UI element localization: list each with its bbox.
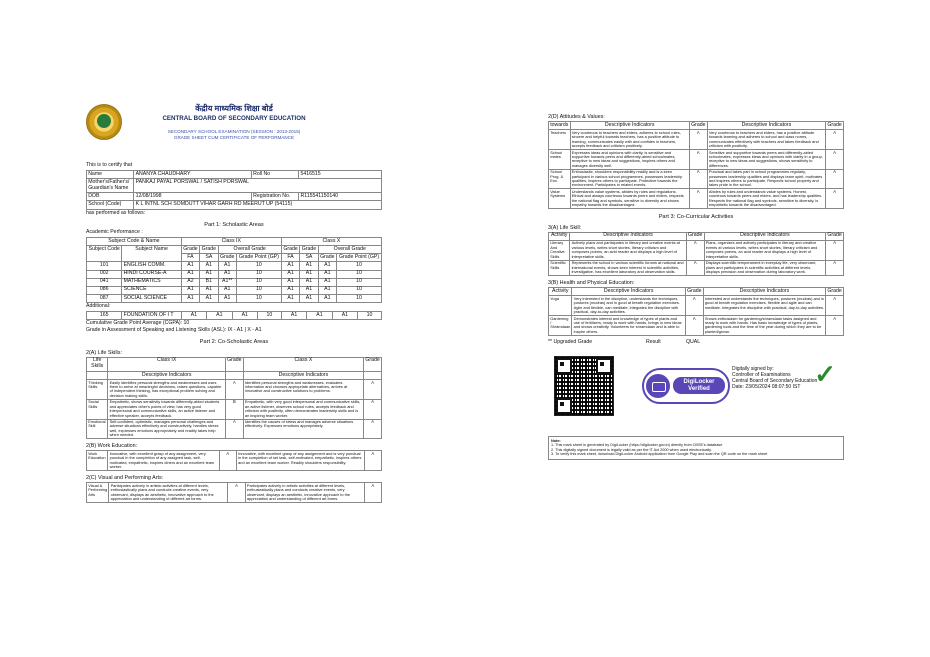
cell-gp10: 10: [337, 270, 382, 278]
grade-class10: A: [364, 419, 382, 439]
cell-fa10: A1: [281, 312, 306, 320]
grade-class9: A: [685, 296, 703, 316]
row-label: Work Education: [87, 451, 108, 471]
sig-line-2: Controller of Examinations: [732, 371, 791, 378]
th-act-d10: Descriptive Indicators: [704, 232, 826, 240]
cell-g9: A1: [218, 295, 236, 303]
desc-class9: Understands value systems, abides by rules and regulations. Ethical and always courteous towards peers and elders, respects the national flag and symbols, sensitive to diversity and shows empathy towards the disadvantaged.: [570, 189, 689, 209]
cell-fa9: A1: [181, 262, 199, 270]
part1-title: Part 1: Scholastic Areas: [204, 221, 264, 228]
part2-title: Part 2: Co-Scholastic Areas: [199, 339, 269, 346]
row-label: Literary And Creative Skills: [549, 240, 570, 260]
verification-block: [548, 356, 844, 436]
table-row: [549, 296, 844, 316]
cell-code: 086: [87, 286, 122, 294]
note-2: 2. This digitally signed document is legally valid as per the IT Act 2000 when used electronically.: [551, 447, 712, 452]
desc-class9: Expresses ideas and opinions with clarity, is sensitive and supportive towards peers and differently-abled schoolmates, receptive to new ideas and suggestions, inspires others and manages diversity well.: [570, 150, 689, 170]
cell-gp10: 10: [337, 262, 382, 270]
note-3: 3. To verify this mark sheet, download DigiLocker Android application from Google Play and scan the QR code on the mark sheet: [551, 452, 768, 457]
desc-class10: Interested and understands the techniques, postures (mudras) and is good at breath regulation exercises, flexible and agile and can meditate. Integrates the discipline with practical, day-to-day activities.: [703, 296, 826, 316]
certify-text: This is to certify that: [86, 162, 133, 168]
desc-class10: Shows enthusiasm for gardening/shramdaan tasks assigned and ready to work with hands. Has basic knowledge of types of plants, gardening tools and the time of the year during which they are to be planted/grown.: [703, 315, 826, 335]
cell-name: MATHEMATICS: [122, 278, 181, 286]
cell-g9: A1: [218, 270, 236, 278]
th-act-g10: Grade: [826, 232, 844, 240]
grade-class9: A: [686, 260, 704, 275]
th-class9: Class IX: [181, 237, 281, 245]
row-label: Social Skills: [87, 399, 108, 419]
activity-table: [548, 232, 844, 276]
grade-class9: A: [689, 150, 707, 170]
row-label: School mates: [549, 150, 571, 170]
grade-class9: A: [689, 169, 707, 189]
th-ls-g10: Grade: [364, 357, 382, 371]
cell-fa9: A1: [181, 295, 199, 303]
row-label: Teachers: [549, 130, 571, 150]
check-mark-icon: ✓: [814, 358, 836, 389]
table-row: [87, 295, 382, 303]
grade-class10: A: [826, 296, 844, 316]
grade-class10: A: [826, 130, 844, 150]
table-row: [87, 380, 382, 400]
th-subject: Subject Code & Name: [87, 237, 182, 245]
cell-sa9: A1: [200, 262, 218, 270]
school-label: School (Code): [87, 201, 134, 209]
desc-class10: Innovative, with excellent grasp of any assignment and is very punctual in the completion of set task, self-motivated, empathetic, inspires others and an excellent team worker. Readily shoulders responsibility.: [236, 451, 364, 471]
cell-fa9: A1: [181, 286, 199, 294]
cell-fa9: A1: [181, 270, 199, 278]
life-skills-table: [86, 357, 382, 439]
result-label: Result: [646, 338, 661, 345]
cell-g10: A1: [318, 286, 336, 294]
health-table: [548, 287, 844, 336]
cell-code: 087: [87, 295, 122, 303]
th-ls-d10: Descriptive Indicators: [243, 371, 363, 379]
grade-class10: A: [364, 483, 381, 503]
desc-class10: Sensitive and supportive towards peers and differently-abled schoolmates, expresses ideas and opinions with clarity in a group, receptive to new ideas and suggestions, shows sensitivity to differences.: [707, 150, 826, 170]
row-label: Thinking Skills: [87, 380, 108, 400]
th-ls-g9: Grade: [225, 357, 243, 371]
cell-fa9: A1: [181, 312, 206, 320]
table-row: [87, 451, 382, 471]
cell-g10: A1: [318, 262, 336, 270]
cell-g9: A1: [218, 286, 236, 294]
desc-class9: Demonstrates interest and knowledge of types of plants and use of fertilizers, ready to work with hands, brings in new ideas and shows creativity. Volunteers for shramdaan and is able to inspire others.: [572, 315, 685, 335]
board-hindi-name: केंद्रीय माध्यमिक शिक्षा बोर्ड: [195, 104, 273, 113]
desc-class9: Innovative, with excellent grasp of any assignment, very punctual in the completion of any assigned task, self-motivated, empathetic, inspires others and an excellent team worker.: [108, 451, 219, 471]
desc-class10: Punctual and takes part in school programmes regularly, possesses leadership qualities and displays team spirit, motivates and inspires others to participate. Respects school property and takes pride in the school.: [707, 169, 826, 189]
dob-value: 12/08/1998: [134, 193, 252, 201]
table-row: [549, 240, 844, 260]
performed-text: has performed as follows:: [86, 209, 146, 216]
cell-sa10: A1: [300, 286, 318, 294]
table-row: [87, 419, 382, 439]
th-grade-fa10: Grade: [281, 246, 299, 254]
th-h-d9: Descriptive Indicators: [572, 288, 685, 296]
reg-number: R115541150140: [299, 193, 382, 201]
th-act-g9: Grade: [686, 232, 704, 240]
sheet-title: GRADE SHEET CUM CERTIFICATE OF PERFORMANCE: [173, 134, 295, 140]
cell-sa9: B1: [200, 278, 218, 286]
cell-name: SCIENCE: [122, 286, 181, 294]
parents-name: PANKAJ PAYAL PORSWAL / SATISH PORSWAL: [134, 179, 382, 193]
note-title: Note:: [551, 438, 561, 443]
th-g10: Grade: [318, 254, 336, 262]
th-name: Subject Name: [122, 246, 181, 262]
cell-fa10: A1: [281, 270, 299, 278]
student-name: ANANYA CHAUDHARY: [134, 170, 252, 178]
grade-class10: A: [364, 399, 382, 419]
desc-class10: Abides by rules and understands value systems. Honest, courteous towards peers and elders, and has leadership qualities. Respects the national flag and symbols, sensitive to diversity, is empathetic towards the disadvantaged.: [707, 189, 826, 209]
cell-gp9: 10: [236, 278, 281, 286]
desc-class9: Easily identifies personal strengths and weaknesses and uses them to arrive at meaningful decisions, raises questions, capable of independent thinking, has exceptional problem solving and decision making skills.: [108, 380, 226, 400]
cell-sa9: A1: [207, 312, 232, 320]
right-page: [548, 114, 844, 460]
grade-class10: A: [826, 150, 844, 170]
desc-class9: Enthusiastic, shoulders responsibility readily and is a keen participant in various school programmes, possesses leadership qualities, inspires others to participate. Protective towards the environment. Participates in related events.: [570, 169, 689, 189]
cell-code: 165: [87, 312, 122, 320]
th-att-g10: Grade: [826, 122, 844, 130]
academic-label: Academic Performance :: [86, 228, 143, 235]
cell-g10: A1: [318, 295, 336, 303]
grade-class10: A: [826, 189, 844, 209]
table-row: [87, 270, 382, 278]
qr-code-icon: [554, 356, 614, 416]
th-overall10: Overall Grade: [318, 246, 381, 254]
note-box: [548, 436, 844, 460]
cell-name: ENGLISH COMM.: [122, 262, 181, 270]
grade-class10: A: [826, 240, 844, 260]
cell-gp9: 10: [236, 286, 281, 294]
grade-class9: A: [689, 130, 707, 150]
roll-label: Roll No: [251, 170, 298, 178]
cell-gp9: 10: [236, 270, 281, 278]
cell-sa10: A1: [307, 312, 332, 320]
th-fa10: FA: [281, 254, 299, 262]
row-label: Yoga: [549, 296, 572, 316]
cell-name: FOUNDATION OF I T: [122, 312, 181, 320]
row-label: Gardening / Shramdaan: [549, 315, 572, 335]
desc-class10: Very courteous to teachers and elders, has a positive attitude towards learning and adheres to school and class norms, communicates effectively with teachers and takes feedback and criticism with positivity.: [707, 130, 826, 150]
additional-table: [86, 311, 382, 320]
grade-class9: A: [219, 451, 236, 471]
cell-g10: A1: [318, 270, 336, 278]
cell-g9: A1: [232, 312, 257, 320]
life-skills-title: 2(A) Life Skills:: [86, 349, 122, 356]
table-row: [549, 260, 844, 275]
grade-class9: A: [685, 315, 703, 335]
sig-line-1: Digitally signed by:: [732, 365, 774, 372]
digilocker-badge: [642, 368, 730, 404]
row-label: Value Systems: [549, 189, 571, 209]
th-ls-d9: Descriptive Indicators: [108, 371, 226, 379]
row-label: School Prog. & Env.: [549, 169, 571, 189]
th-life: Life Skills: [87, 357, 108, 371]
vpa-title: 2(C) Visual and Performing Arts:: [86, 475, 164, 482]
cell-g9: A1: [218, 262, 236, 270]
roll-number: 5416515: [299, 170, 382, 178]
desc-class9: Represents the school in various scientific forums at national and international events, shows keen interest in scientific activities, investigative, has excellent laboratory and observation skills.: [570, 260, 686, 275]
table-row: [87, 483, 382, 503]
th-gp10: Grade Point (GP): [337, 254, 382, 262]
sig-line-4: Date: 23/05/2024 08:07:50 IST: [732, 384, 801, 391]
exam-title: SECONDARY SCHOOL EXAMINATION (SESSION : 2013-2015): [167, 129, 301, 135]
cell-name: SOCIAL SCIENCE: [122, 295, 181, 303]
th-towards: towards: [549, 122, 571, 130]
grade-class9: B: [225, 399, 243, 419]
th-h-activity: Activity: [549, 288, 572, 296]
table-row: [87, 286, 382, 294]
grade-class9: A: [689, 189, 707, 209]
header: [86, 104, 382, 162]
desc-class10: Participates actively in artistic activities at different levels, enthusiastically plans and conducts creative events, very observant, displays an aesthetic, innovative approach to the appreciation and understanding of different art forms.: [245, 483, 364, 503]
table-row: [549, 169, 844, 189]
vpa-table: [86, 482, 382, 503]
cell-code: 041: [87, 278, 122, 286]
cell-sa9: A1: [200, 270, 218, 278]
subject-rows: [87, 262, 382, 303]
health-title: 3(B) Health and Physical Education:: [548, 279, 635, 286]
table-row: [549, 130, 844, 150]
th-activity: Activity: [549, 232, 570, 240]
cell-g10: A1: [332, 312, 357, 320]
digilocker-cloud-icon: [646, 374, 670, 398]
additional-label: Additional:: [86, 303, 111, 310]
cell-gp10: 10: [358, 312, 382, 320]
cell-code: 101: [87, 262, 122, 270]
desc-class9: Participates actively in artistic activities at different levels, enthusiastically plans and conducts creative events, very observant, displays an aesthetic, innovative approach to the appreciation and understanding of different art forms.: [109, 483, 228, 503]
cell-gp9: 10: [236, 262, 281, 270]
th-g9: Grade: [218, 254, 236, 262]
grade-class9: A: [225, 380, 243, 400]
sig-line-3: Central Board of Secondary Education: [732, 378, 818, 385]
row-label: Visual & Performing Arts: [87, 483, 109, 503]
cell-fa10: A1: [281, 278, 299, 286]
th-code: Subject Code: [87, 246, 122, 262]
school-name: K L INTNL SCH SOMDUTT VIHAR GARH RD MEERUT UP (54115): [134, 201, 382, 209]
th-att-d9: Descriptive Indicators: [570, 122, 689, 130]
cell-gp10: 10: [337, 278, 382, 286]
reg-label: Registration No.: [251, 193, 298, 201]
cbse-emblem-icon: [86, 104, 122, 140]
desc-class9: Very interested in the discipline, understands the techniques, postures (mudras) and in good at breath regulation exercises. Agile and flexible, can meditate, integrates the discipline with practical, day-to-day activities.: [572, 296, 685, 316]
result-value: QUAL: [686, 338, 701, 345]
grade-class9: A: [225, 419, 243, 439]
desc-class10: Identifies personal strengths and weaknesses, evaluates information and chooses appropriate alternatives, arrives at innovative and constructive solutions to problems.: [243, 380, 363, 400]
grade-class10: A: [364, 451, 381, 471]
th-ls-c9: Class IX: [108, 357, 226, 371]
th-gp9: Grade Point (GP): [236, 254, 281, 262]
cell-g10: A1: [318, 278, 336, 286]
grade-class10: A: [826, 169, 844, 189]
attitudes-title: 2(D) Attitudes & Values:: [548, 114, 605, 120]
grade-class10: A: [826, 260, 844, 275]
asl-text: Grade in Assessment of Speaking and Listening Skills (ASL): IX - A1 | X - A1: [86, 327, 262, 334]
cell-sa10: A1: [300, 270, 318, 278]
th-h-g9: Grade: [685, 288, 703, 296]
desc-class10: Empathetic, with very good interpersonal and communicative skills, an active listener, observes school rules, accepts feedback and criticism with positivity, often demonstrates leadership skills and is an inspiring team worker.: [243, 399, 363, 419]
row-label: Emotional Skill: [87, 419, 108, 439]
upgraded-label: ** Upgraded Grade: [548, 338, 593, 345]
digital-signature: [732, 358, 840, 391]
table-row: [87, 399, 382, 419]
desc-class9: Very courteous to teachers and elders, adheres to school rules, sincere and helpful towards teachers, has a positive attitude to learning, communicates easily with and confides in teachers, accepts feedback and criticism positively.: [570, 130, 689, 150]
cell-sa10: A1: [300, 295, 318, 303]
work-table: [86, 450, 382, 471]
desc-class9: Actively plans and participates in literary and creative events at various levels, writes short stories, literary criticism and composes poems, an avid reader and displays a high level of interpretative skills.: [570, 240, 686, 260]
life3-title: 3(A) Life Skill:: [548, 224, 582, 231]
desc-class10: Displays scientific temperament in everyday life, very observant, plans and participates in scientific activities at different levels, displays precision and observation during laboratory work.: [704, 260, 826, 275]
grade-class10: A: [826, 315, 844, 335]
desc-class9: Self-confident, optimistic, manages personal challenges and adverse situations effectively and constructively, handles stress well, expresses emotions appropriately and readily takes help when needed.: [108, 419, 226, 439]
grade-class9: A: [228, 483, 245, 503]
cell-sa10: A1: [300, 262, 318, 270]
parents-label: Mother's/Father's/ Guardian's Name: [87, 179, 134, 193]
th-att-g9: Grade: [689, 122, 707, 130]
cell-code: 002: [87, 270, 122, 278]
table-row: [87, 278, 382, 286]
table-row: [549, 150, 844, 170]
cell-sa10: A1: [300, 278, 318, 286]
th-att-d10: Descriptive Indicators: [707, 122, 826, 130]
table-row: [549, 189, 844, 209]
left-page: [86, 100, 382, 503]
result-row: [548, 340, 844, 346]
note-1: 1. This mark sheet is generated by DigiLocker (https://digilocker.gov.in) directly from CBSE's database: [551, 443, 723, 448]
name-label: Name: [87, 170, 134, 178]
student-details-table: [86, 170, 382, 210]
th-grade-sa9: Grade: [200, 246, 218, 254]
cell-fa10: A1: [281, 262, 299, 270]
table-row: [549, 315, 844, 335]
grade-class10: A: [364, 380, 382, 400]
dob-label: DOB: [87, 193, 134, 201]
part3-title: Part 3: Co-Curricular Activities: [658, 214, 734, 221]
th-overall9: Overall Grade: [218, 246, 281, 254]
th-grade-fa9: Grade: [181, 246, 199, 254]
table-row: [87, 262, 382, 270]
work-title: 2(B) Work Education:: [86, 443, 138, 450]
grade-class9: A: [686, 240, 704, 260]
th-grade-sa10: Grade: [300, 246, 318, 254]
desc-class9: Empathetic, shows sensitivity towards differently-abled students and appreciates other's points of view, has very good interpersonal and communicative skills, an active listener and effective speaker, accepts feedback.: [108, 399, 226, 419]
cell-sa9: A1: [200, 286, 218, 294]
th-class10: Class X: [281, 237, 381, 245]
cell-gp9: 10: [236, 295, 281, 303]
th-fa9: FA: [181, 254, 199, 262]
cell-fa10: A1: [281, 286, 299, 294]
th-h-d10: Descriptive Indicators: [703, 288, 826, 296]
th-h-g10: Grade: [826, 288, 844, 296]
cell-fa9: A2: [181, 278, 199, 286]
attitudes-table: [548, 121, 844, 209]
cell-sa9: A1: [200, 295, 218, 303]
cell-gp10: 10: [337, 286, 382, 294]
scholastic-table: [86, 237, 382, 303]
cell-fa10: A1: [281, 295, 299, 303]
desc-class10: Plans, organizes and actively participates in literary and creative events at various levels, writes short stories, literary criticism and composes poems, an avid reader and displays a high level of interpretative skills.: [704, 240, 826, 260]
cell-gp9: 10: [257, 312, 281, 320]
cell-name: HINDI COURSE-A: [122, 270, 181, 278]
digilocker-badge-text: DigiLocker Verified: [673, 377, 725, 394]
cell-g9: A1**: [218, 278, 236, 286]
th-act-d9: Descriptive Indicators: [570, 232, 686, 240]
board-name: CENTRAL BOARD OF SECONDARY EDUCATION: [162, 115, 306, 123]
desc-class10: Identifies the causes of stress and manages adverse situations effectively. Expresses emotions appropriately.: [243, 419, 363, 439]
th-sa9: SA: [200, 254, 218, 262]
th-ls-c10: Class X: [243, 357, 363, 371]
table-row: [87, 312, 382, 320]
cell-gp10: 10: [337, 295, 382, 303]
th-sa10: SA: [300, 254, 318, 262]
row-label: Scientific Skills: [549, 260, 570, 275]
cgpa-text: Cumulative Grade Point Average (CGPA): 10: [86, 320, 190, 327]
